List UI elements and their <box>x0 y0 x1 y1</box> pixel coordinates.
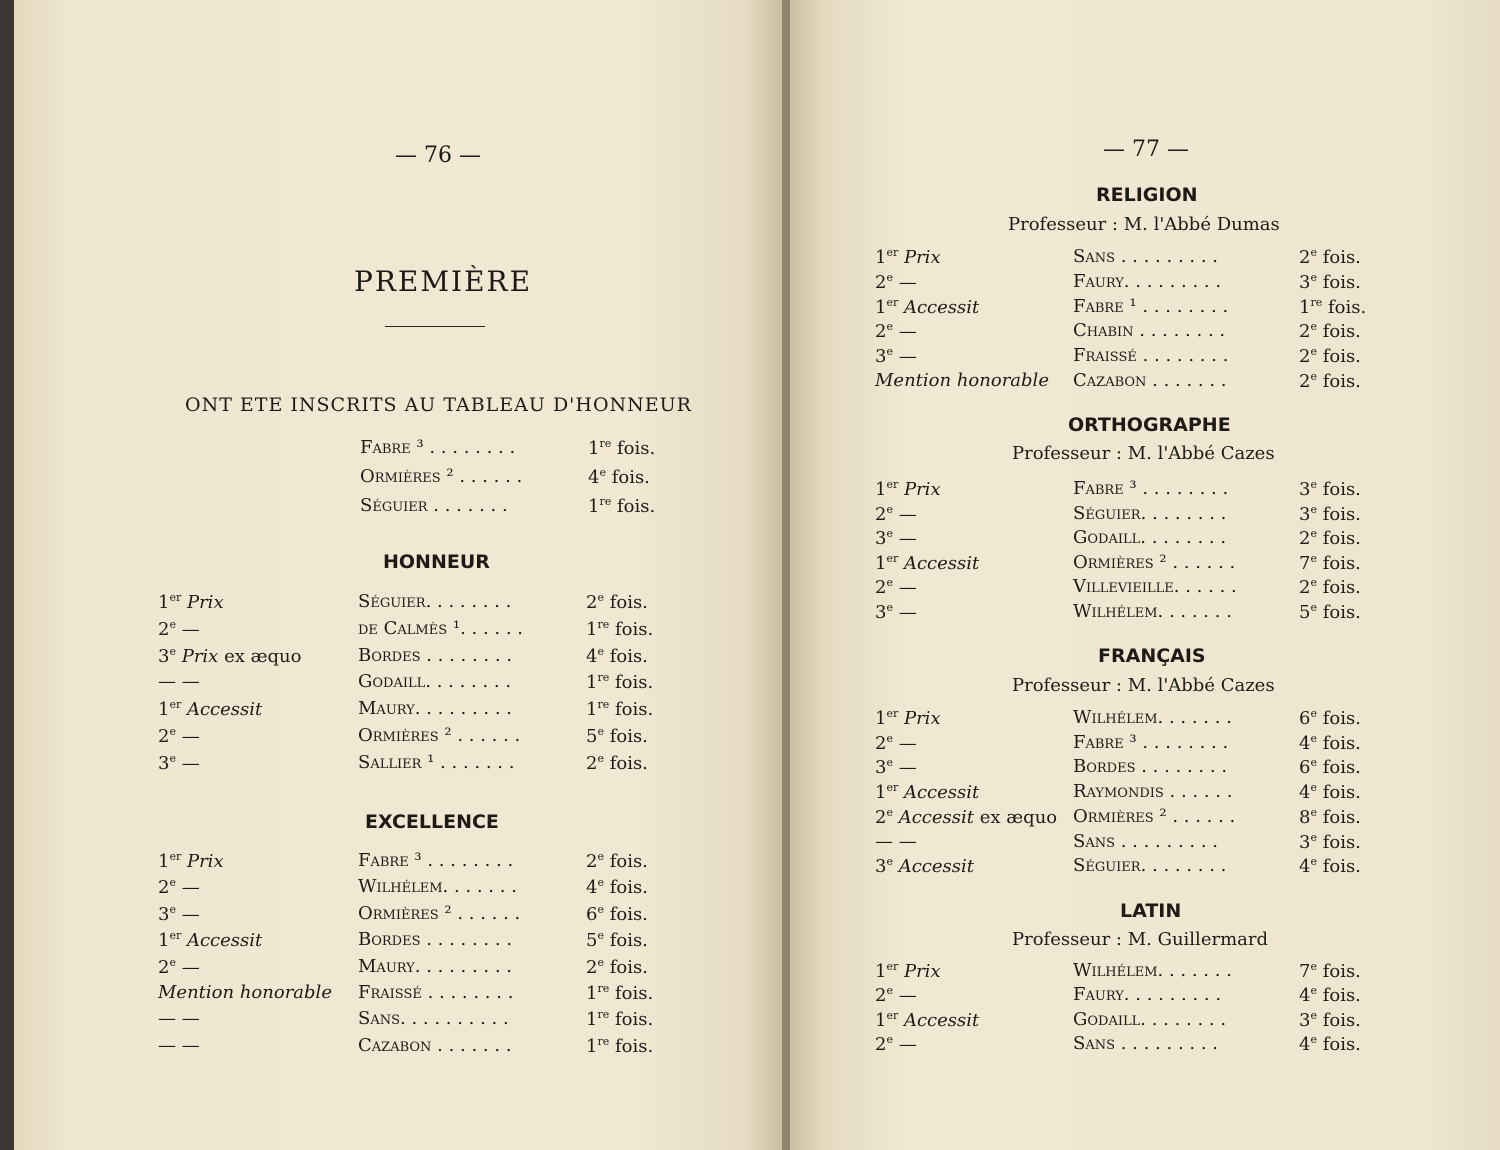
student-name: Séguier. . . . . . . . <box>1073 502 1227 524</box>
rank-label: Mention honorable <box>875 370 1049 391</box>
student-name: Fabre ³ . . . . . . . . <box>360 437 516 458</box>
student-name: Wilhélem. . . . . . . <box>1073 960 1232 981</box>
student-name: Bordes . . . . . . . . <box>358 929 513 951</box>
fois-count: 1re fois. <box>586 982 654 1004</box>
fois-count: 2e fois. <box>1299 527 1361 550</box>
honor-heading: ONT ETE INSCRITS AU TABLEAU D'HONNEUR <box>185 394 692 416</box>
fois-count: 5e fois. <box>586 725 648 747</box>
student-name: Fabre ³ . . . . . . . . <box>1073 478 1229 499</box>
professor-line: Professeur : M. l'Abbé Dumas <box>1008 214 1280 235</box>
rank-label: 1er Prix <box>875 707 941 729</box>
section-title: EXCELLENCE <box>365 811 499 833</box>
fois-count: 2e fois. <box>1299 345 1361 368</box>
rank-label: 2e — <box>158 725 200 747</box>
rank-label: 2e Accessit ex æquo <box>875 805 1058 828</box>
rank-label: 1er Accessit <box>158 698 263 721</box>
rank-label: 1er Prix <box>875 960 941 982</box>
fois-count: 1re fois. <box>588 495 656 517</box>
student-name: Ormières ² . . . . . . <box>360 466 523 487</box>
student-name: Cazabon . . . . . . . <box>1073 370 1227 391</box>
fois-count: 4e fois. <box>1299 731 1361 754</box>
rank-label: 1er Accessit <box>158 929 263 952</box>
rank-label: 1er Accessit <box>875 781 980 804</box>
rank-label: 1er Accessit <box>875 551 980 574</box>
fois-count: 4e fois. <box>586 876 648 899</box>
student-name: Faury. . . . . . . . . <box>1073 270 1222 292</box>
student-name: Séguier. . . . . . . . <box>358 591 512 612</box>
student-name: Séguier . . . . . . . <box>360 495 508 516</box>
fois-count: 2e fois. <box>1299 320 1361 343</box>
student-name: Fabre ³ . . . . . . . . <box>358 850 514 871</box>
page-number-left: — 76 — <box>395 143 481 168</box>
student-name: Sans . . . . . . . . . <box>1073 1032 1218 1054</box>
rank-label: 1er Prix <box>158 850 224 872</box>
rank-label: 2e — <box>875 270 917 293</box>
fois-count: 6e fois. <box>1299 707 1361 729</box>
student-name: Sallier ¹ . . . . . . . <box>358 751 515 773</box>
rank-label: 2e — <box>875 731 917 754</box>
student-name: Ormières ² . . . . . . <box>358 725 521 746</box>
student-name: Faury. . . . . . . . . <box>1073 984 1222 1006</box>
student-name: Fabre ³ . . . . . . . . <box>1073 731 1229 753</box>
rank-label: — — <box>158 671 200 693</box>
fois-count: 1re fois. <box>586 617 654 640</box>
student-name: Cazabon . . . . . . . <box>358 1034 512 1056</box>
rank-label: 1er Prix <box>875 246 941 268</box>
professor-line: Professeur : M. Guillermard <box>1012 929 1268 950</box>
professor-line: Professeur : M. l'Abbé Cazes <box>1012 443 1275 464</box>
fois-count: 3e fois. <box>1299 1008 1361 1031</box>
fois-count: 4e fois. <box>1299 984 1361 1007</box>
fois-count: 2e fois. <box>586 751 648 774</box>
student-name: Bordes . . . . . . . . <box>358 644 513 666</box>
rank-label: 2e — <box>158 955 200 978</box>
student-name: Séguier. . . . . . . . <box>1073 855 1227 877</box>
section-title: ORTHOGRAPHE <box>1068 414 1231 436</box>
rank-label: 3e — <box>158 751 200 774</box>
fois-count: 8e fois. <box>1299 805 1361 828</box>
student-name: Wilhélem. . . . . . . <box>358 876 517 898</box>
fois-count: 1re fois. <box>588 437 656 459</box>
fois-count: 2e fois. <box>586 591 648 613</box>
fois-count: 5e fois. <box>1299 601 1361 623</box>
student-name: Godaill. . . . . . . . <box>1073 1008 1227 1030</box>
student-name: Chabin . . . . . . . . <box>1073 320 1226 342</box>
fois-count: 4e fois. <box>1299 855 1361 878</box>
rank-label: 2e — <box>875 1032 917 1055</box>
fois-count: 7e fois. <box>1299 960 1361 982</box>
student-name: Maury. . . . . . . . . <box>358 955 513 977</box>
rank-label: 2e — <box>875 576 917 599</box>
page-number-right: — 77 — <box>1103 137 1189 162</box>
fois-count: 1re fois. <box>586 698 654 721</box>
fois-count: 2e fois. <box>1299 370 1361 392</box>
rank-label: 3e Accessit <box>875 855 974 878</box>
rank-label: 2e — <box>875 984 917 1007</box>
fois-count: 7e fois. <box>1299 551 1361 574</box>
rank-label: — — <box>158 1034 200 1056</box>
title-rule <box>385 326 485 327</box>
class-title: PREMIÈRE <box>354 265 533 298</box>
rank-label: 2e — <box>158 876 200 899</box>
fois-count: 6e fois. <box>1299 756 1361 779</box>
fois-count: 5e fois. <box>586 929 648 952</box>
rank-label: 3e — <box>875 527 917 550</box>
fois-count: 3e fois. <box>1299 478 1361 500</box>
fois-count: 3e fois. <box>1299 270 1361 293</box>
section-title: HONNEUR <box>383 551 490 573</box>
fois-count: 3e fois. <box>1299 830 1361 853</box>
rank-label: Mention honorable <box>158 982 332 1003</box>
rank-label: 1er Prix <box>158 591 224 613</box>
fois-count: 4e fois. <box>1299 1032 1361 1055</box>
student-name: Wilhélem. . . . . . . <box>1073 601 1232 622</box>
rank-label: 1er Prix <box>875 478 941 500</box>
student-name: Villevieille. . . . . . <box>1073 576 1237 598</box>
rank-label: 1er Accessit <box>875 295 980 318</box>
student-name: de Calmès ¹. . . . . . <box>358 617 524 639</box>
book-gutter <box>782 0 790 1150</box>
fois-count: 6e fois. <box>586 902 648 925</box>
fois-count: 1re fois. <box>586 1034 654 1057</box>
fois-count: 3e fois. <box>1299 502 1361 525</box>
fois-count: 2e fois. <box>586 850 648 872</box>
student-name: Fabre ¹ . . . . . . . . <box>1073 295 1229 317</box>
student-name: Fraissé . . . . . . . . <box>358 982 514 1003</box>
student-name: Sans . . . . . . . . . <box>1073 246 1218 267</box>
rank-label: 3e — <box>875 345 917 368</box>
student-name: Raymondis . . . . . . <box>1073 781 1233 803</box>
student-name: Wilhélem. . . . . . . <box>1073 707 1232 728</box>
rank-label: 3e Prix ex æquo <box>158 644 302 667</box>
fois-count: 1re fois. <box>586 671 654 694</box>
fois-count: 1re fois. <box>1299 295 1367 318</box>
rank-label: 2e — <box>158 617 200 640</box>
rank-label: 1er Accessit <box>875 1008 980 1031</box>
rank-label: 3e — <box>875 601 917 623</box>
student-name: Ormières ² . . . . . . <box>1073 805 1236 827</box>
student-name: Bordes . . . . . . . . <box>1073 756 1228 778</box>
section-title: RELIGION <box>1096 184 1198 206</box>
fois-count: 4e fois. <box>1299 781 1361 804</box>
rank-label: 3e — <box>158 902 200 925</box>
section-title: FRANÇAIS <box>1098 645 1206 667</box>
rank-label: 3e — <box>875 756 917 779</box>
student-name: Sans . . . . . . . . . <box>1073 830 1218 852</box>
student-name: Fraissé . . . . . . . . <box>1073 345 1229 367</box>
rank-label: 2e — <box>875 320 917 343</box>
rank-label: — — <box>875 830 917 852</box>
student-name: Godaill. . . . . . . . <box>358 671 512 693</box>
student-name: Ormières ² . . . . . . <box>358 902 521 924</box>
student-name: Ormières ² . . . . . . <box>1073 551 1236 573</box>
fois-count: 4e fois. <box>588 466 650 488</box>
fois-count: 4e fois. <box>586 644 648 667</box>
student-name: Sans. . . . . . . . . . <box>358 1008 509 1030</box>
left-page <box>14 0 784 1150</box>
fois-count: 2e fois. <box>1299 246 1361 268</box>
student-name: Maury. . . . . . . . . <box>358 698 513 720</box>
student-name: Godaill. . . . . . . . <box>1073 527 1227 549</box>
rank-label: — — <box>158 1008 200 1030</box>
section-title: LATIN <box>1120 900 1182 922</box>
fois-count: 2e fois. <box>586 955 648 978</box>
fois-count: 2e fois. <box>1299 576 1361 599</box>
rank-label: 2e — <box>875 502 917 525</box>
professor-line: Professeur : M. l'Abbé Cazes <box>1012 675 1275 696</box>
fois-count: 1re fois. <box>586 1008 654 1031</box>
